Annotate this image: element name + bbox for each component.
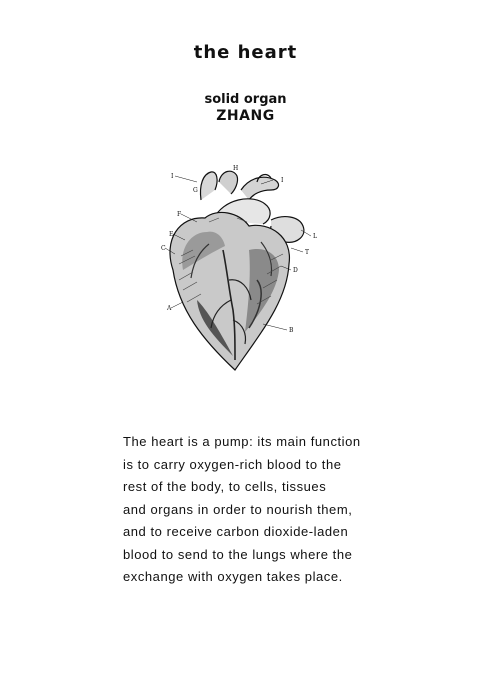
body-line: rest of the body, to cells, tissues — [123, 479, 327, 494]
svg-text:F: F — [177, 211, 182, 218]
svg-text:D: D — [293, 267, 298, 274]
body-line: exchange with oxygen takes place. — [123, 569, 343, 584]
body-line: blood to send to the lungs where the — [123, 546, 353, 562]
svg-text:I: I — [171, 173, 174, 180]
svg-text:H: H — [233, 165, 239, 172]
subtitle — [0, 92, 491, 124]
body-line: The heart is a pump: its main function — [123, 434, 361, 449]
subtitle-line-1: solid organ — [204, 92, 287, 107]
svg-text:T: T — [305, 249, 310, 256]
svg-text:L: L — [313, 233, 317, 240]
svg-text:I: I — [281, 177, 284, 184]
body-paragraph — [123, 431, 423, 589]
page-title: the heart — [193, 42, 298, 63]
svg-text:C: C — [161, 245, 166, 252]
subtitle-line-2: ZHANG — [216, 108, 275, 124]
body-line: and to receive carbon dioxide-laden — [123, 524, 349, 539]
svg-text:A: A — [167, 305, 172, 312]
svg-text:B: B — [289, 327, 294, 334]
anatomical-heart-icon — [153, 160, 323, 380]
svg-text:E: E — [169, 231, 174, 238]
body-line: and organs in order to nourish them, — [123, 501, 353, 517]
body-line: is to carry oxygen-rich blood to the — [123, 456, 342, 472]
svg-text:G: G — [193, 187, 198, 194]
